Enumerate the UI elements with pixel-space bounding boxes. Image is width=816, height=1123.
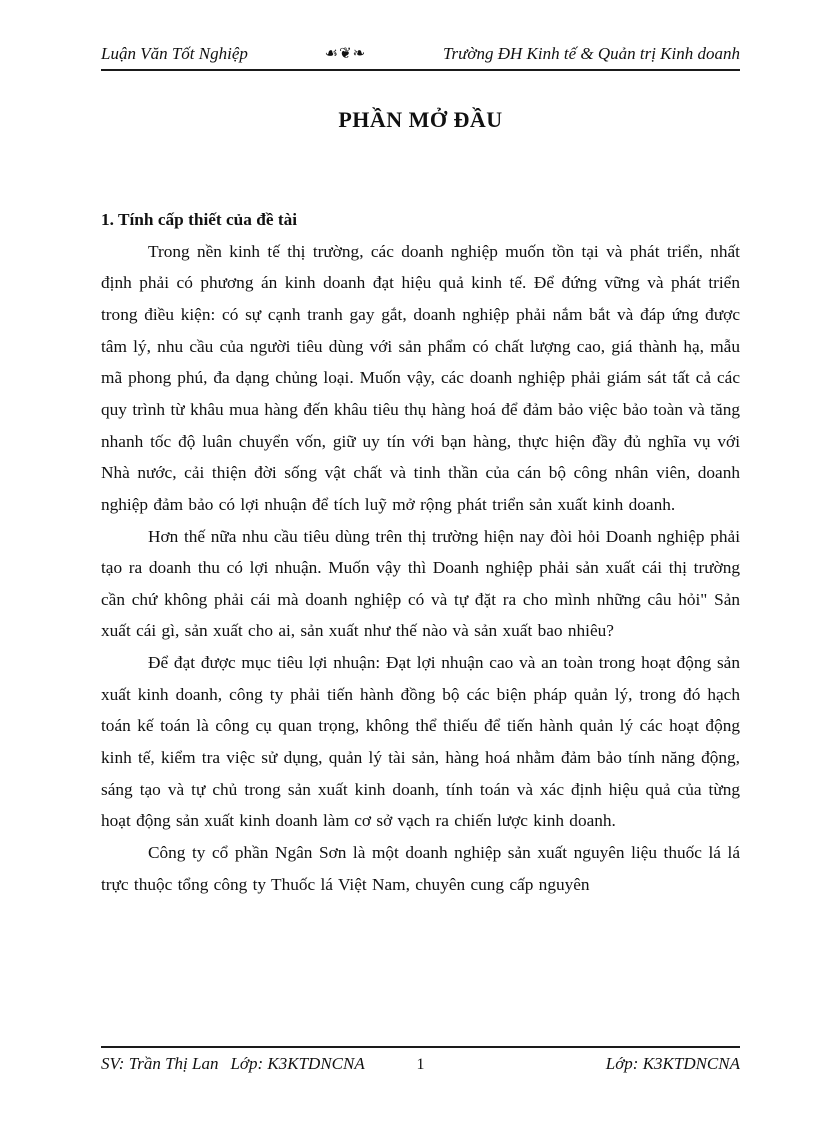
document-title: PHẦN MỞ ĐẦU <box>338 107 503 132</box>
footer-student-name: SV: Trần Thị Lan <box>101 1054 219 1073</box>
paragraph-1: Trong nền kinh tế thị trường, các doanh nghiệp muốn tồn tại và phát triển, nhất định phải có phương án kinh doanh đạt hiệu quả kinh tế. Để đứng vững và phát triển trong điều kiện: có sự cạnh tranh gay gắt, doanh nghiệp phải nắm bắt và đáp ứng được tâm lý, nhu cầu của người tiêu dùng với sản phẩm có chất lượng cao, giá thành hạ, mẫu mã phong phú, đa dạng chủng loại. Muốn vậy, các doanh nghiệp phải giám sát tất cả các quy trình từ khâu mua hàng đến khâu tiêu thụ hàng hoá để đảm bảo việc bảo toàn và tăng nhanh tốc độ luân chuyển vốn, giữ uy tín với bạn hàng, thực hiện đầy đủ nghĩa vụ với Nhà nước, cải thiện đời sống vật chất và tinh thần của cán bộ công nhân viên, doanh nghiệp đảm bảo có lợi nhuận để tích luỹ mở rộng phát triển sản xuất kinh doanh. <box>101 241 740 514</box>
footer-left <box>101 1054 365 1074</box>
header-left-title: Luận Văn Tốt Nghiệp <box>101 44 248 63</box>
section-heading: 1. Tính cấp thiết của đề tài <box>101 210 298 229</box>
paragraph-3: Để đạt được mục tiêu lợi nhuận: Đạt lợi nhuận cao và an toàn trong hoạt động sản xuất kinh doanh, công ty phải tiến hành đồng bộ các biện pháp quản lý, trong đó hạch toán kế toán là công cụ quan trọng, không thể thiếu để tiến hành quản lý các hoạt động kinh tế, kiểm tra việc sử dụng, quản lý tài sản, hàng hoá nhằm đảm bảo tính năng động, sáng tạo và tự chủ trong sản xuất kinh doanh, tính toán và xác định hiệu quả của từng hoạt động sản xuất kinh doanh làm cơ sở vạch ra chiến lược kinh doanh. <box>101 653 740 831</box>
footer-class-left: Lớp: K3KTDNCNA <box>230 1054 365 1073</box>
footer-class-right: Lớp: K3KTDNCNA <box>605 1054 740 1073</box>
page-footer <box>101 1046 740 1074</box>
page-header <box>101 44 740 71</box>
page-number: 1 <box>416 1056 425 1073</box>
book-ornament-icon: ☙❦❧ <box>324 46 367 62</box>
paragraph-4: Công ty cổ phần Ngân Sơn là một doanh nghiệp sản xuất nguyên liệu thuốc lá lá trực thuộc tổng công ty Thuốc lá Việt Nam, chuyên cung cấp nguyên <box>101 843 740 894</box>
paragraph-2: Hơn thế nữa nhu cầu tiêu dùng trên thị trường hiện nay đòi hỏi Doanh nghiệp phải tạo ra doanh thu có lợi nhuận. Muốn vậy thì Doanh nghiệp phải sản xuất cái thị trường cần chứ không phải cái mà doanh nghiệp có và tự đặt ra cho mình những câu hỏi" Sản xuất cái gì, sản xuất cho ai, sản xuất như thế nào và sản xuất bao nhiêu? <box>101 526 740 641</box>
header-right-title: Trường ĐH Kinh tế & Quản trị Kinh doanh <box>443 44 740 63</box>
